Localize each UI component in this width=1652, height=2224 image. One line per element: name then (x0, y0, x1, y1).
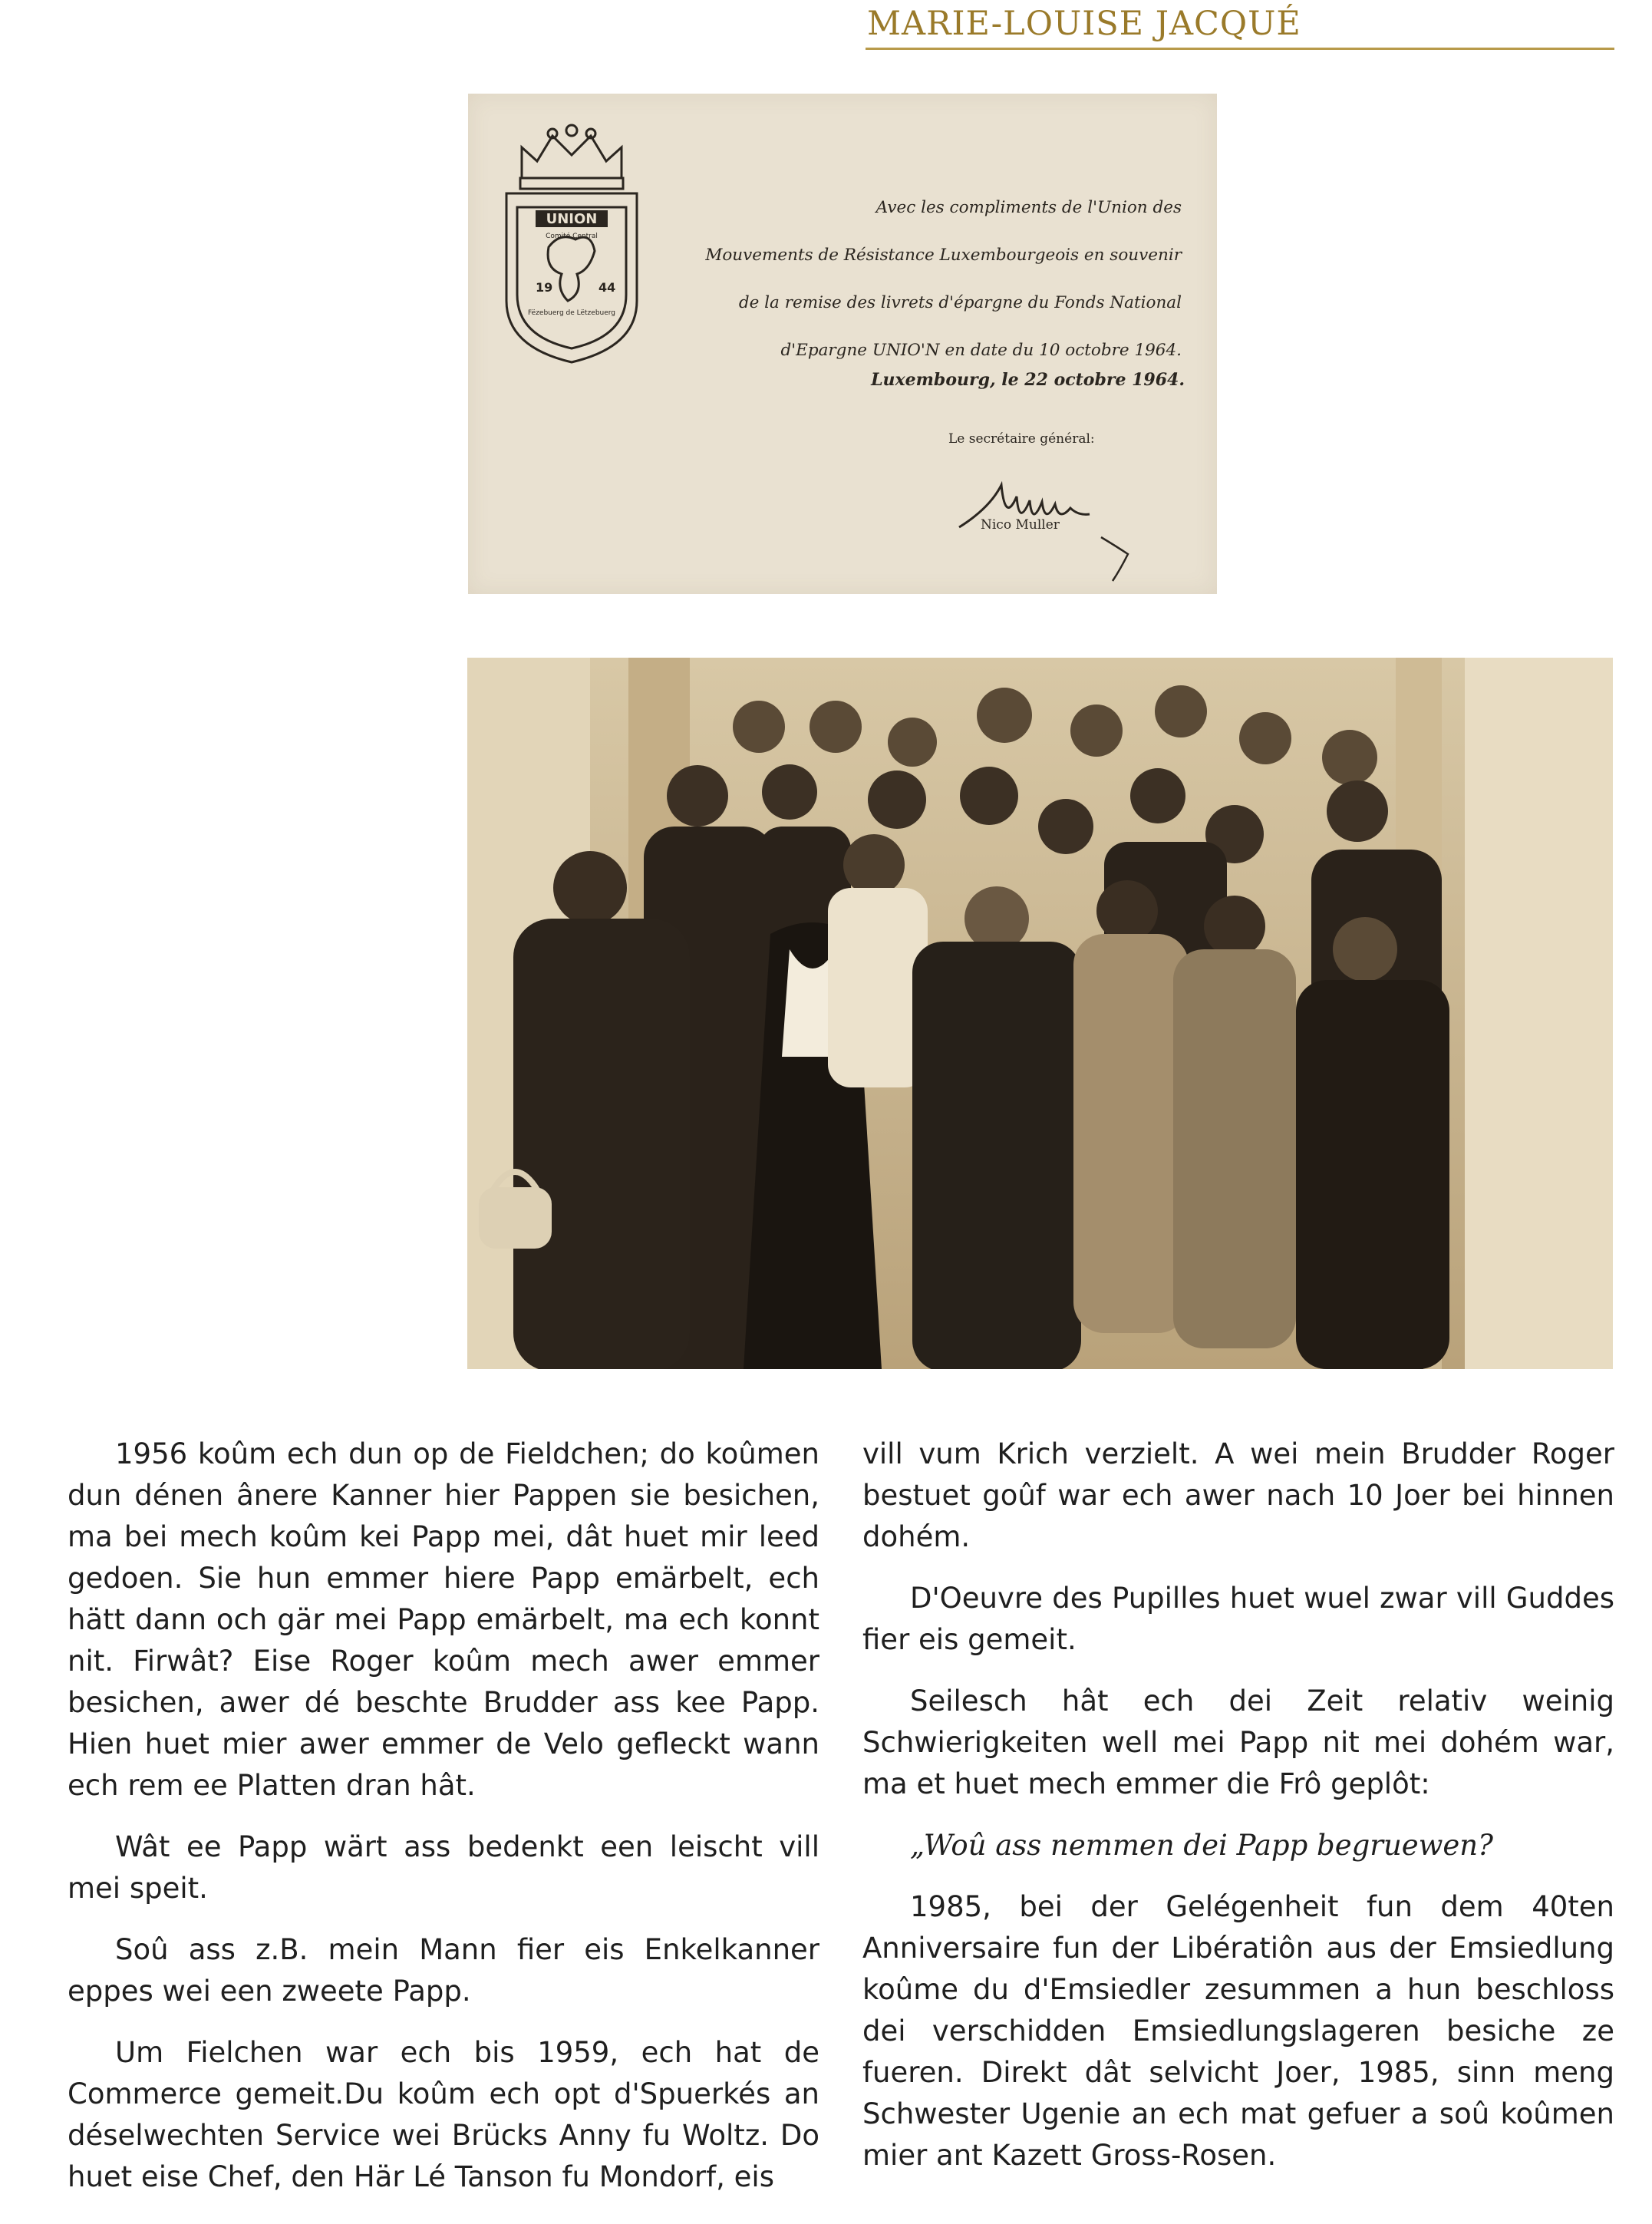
certificate-date: Luxembourg, le 22 octobre 1964. (871, 370, 1185, 390)
page-header-title: MARIE-LOUISE JACQUÉ (867, 5, 1301, 43)
certificate-line: de la remise des livrets d'épargne du Fonds National (738, 293, 1182, 312)
certificate-card (468, 94, 1217, 594)
emblem-mid-label: Comité Central (546, 233, 598, 240)
secretary-label: Le secrétaire général: (948, 431, 1095, 447)
emblem-bottom-label: Fëzebuerg de Lëtzebuerg (527, 309, 616, 317)
header-rule (866, 48, 1614, 50)
left-text-column (68, 1434, 819, 2218)
certificate-line: d'Epargne UNIO'N en date du 10 octobre 1964. (780, 341, 1182, 360)
paragraph: Um Fielchen war ech bis 1959, ech hat de Commerce gemeit.Du koûm ech opt d'Spuerkés an déselwechten Service wei Brücks Anny fu Woltz. Do huet eise Chef, den Här Lé Tanson fu Mondorf, eis (68, 2036, 819, 2193)
emblem-year-right: 44 (598, 280, 616, 295)
paragraph: Wât ee Papp wärt ass bedenkt een leischt vill mei speit. (68, 1830, 819, 1905)
emblem-top-label: UNION (546, 211, 598, 227)
paragraph: 1956 koûm ech dun op de Fieldchen; do koûmen dun dénen ânere Kanner hier Pappen sie besichen, ma bei mech koûm kei Papp mei, dât huet mir leed gedoen. Sie hun emmer hiere Papp emärbelt, ech hätt dann och gär mei Papp emärbelt, ma ech konnt nit. Firwât? Eise Roger koûm mech awer emmer besichen, awer dé beschte Brudder ass kee Papp. Hien huet mier awer emmer de Velo gefleckt wann ech rem ee Platten dran hât. (68, 1437, 819, 1802)
group-photo-icon (467, 658, 1613, 1369)
paragraph: Soû ass z.B. mein Mann fier eis Enkelkanner eppes wei een zweete Papp. (68, 1933, 819, 2008)
quote: „Woû ass nemmen dei Papp begruewen? (910, 1829, 1493, 1862)
paragraph: D'Oeuvre des Pupilles huet wuel zwar vill Guddes fier eis gemeit. (862, 1582, 1614, 1656)
paragraph: 1985, bei der Gelégenheit fun dem 40ten Anniversaire fun der Libératiôn aus der Emsiedlung koûme du d'Emsiedler zesummen a hun beschloss dei verschidden Emsiedlungslageren besiche ze fueren. Direkt dât selvicht Joer, 1985, sinn meng Schwester Ugenie an ech mat gefuer a soû koûmen mier ant Kazett Gross-Rosen. (862, 1890, 1614, 2172)
certificate-line: Mouvements de Résistance Luxembourgeois en souvenir (705, 246, 1182, 265)
certificate-line: Avec les compliments de l'Union des (875, 198, 1182, 217)
paragraph-continuation: vill vum Krich verzielt. A wei mein Brudder Roger bestuet goûf war ech awer nach 10 Joer bei hinnen dohém. (862, 1437, 1614, 1553)
right-text-column (862, 1434, 1614, 2196)
signer-name: Nico Muller (981, 517, 1060, 533)
group-photo (467, 658, 1613, 1369)
crest-emblem-icon (491, 117, 652, 370)
certificate-text (691, 184, 1182, 375)
paragraph: Seilesch hât ech dei Zeit relativ weinig Schwierigkeiten well mei Papp nit mei dohém war, ma et huet mech emmer die Frô geplôt: (862, 1684, 1614, 1800)
emblem-year-left: 19 (536, 280, 553, 295)
